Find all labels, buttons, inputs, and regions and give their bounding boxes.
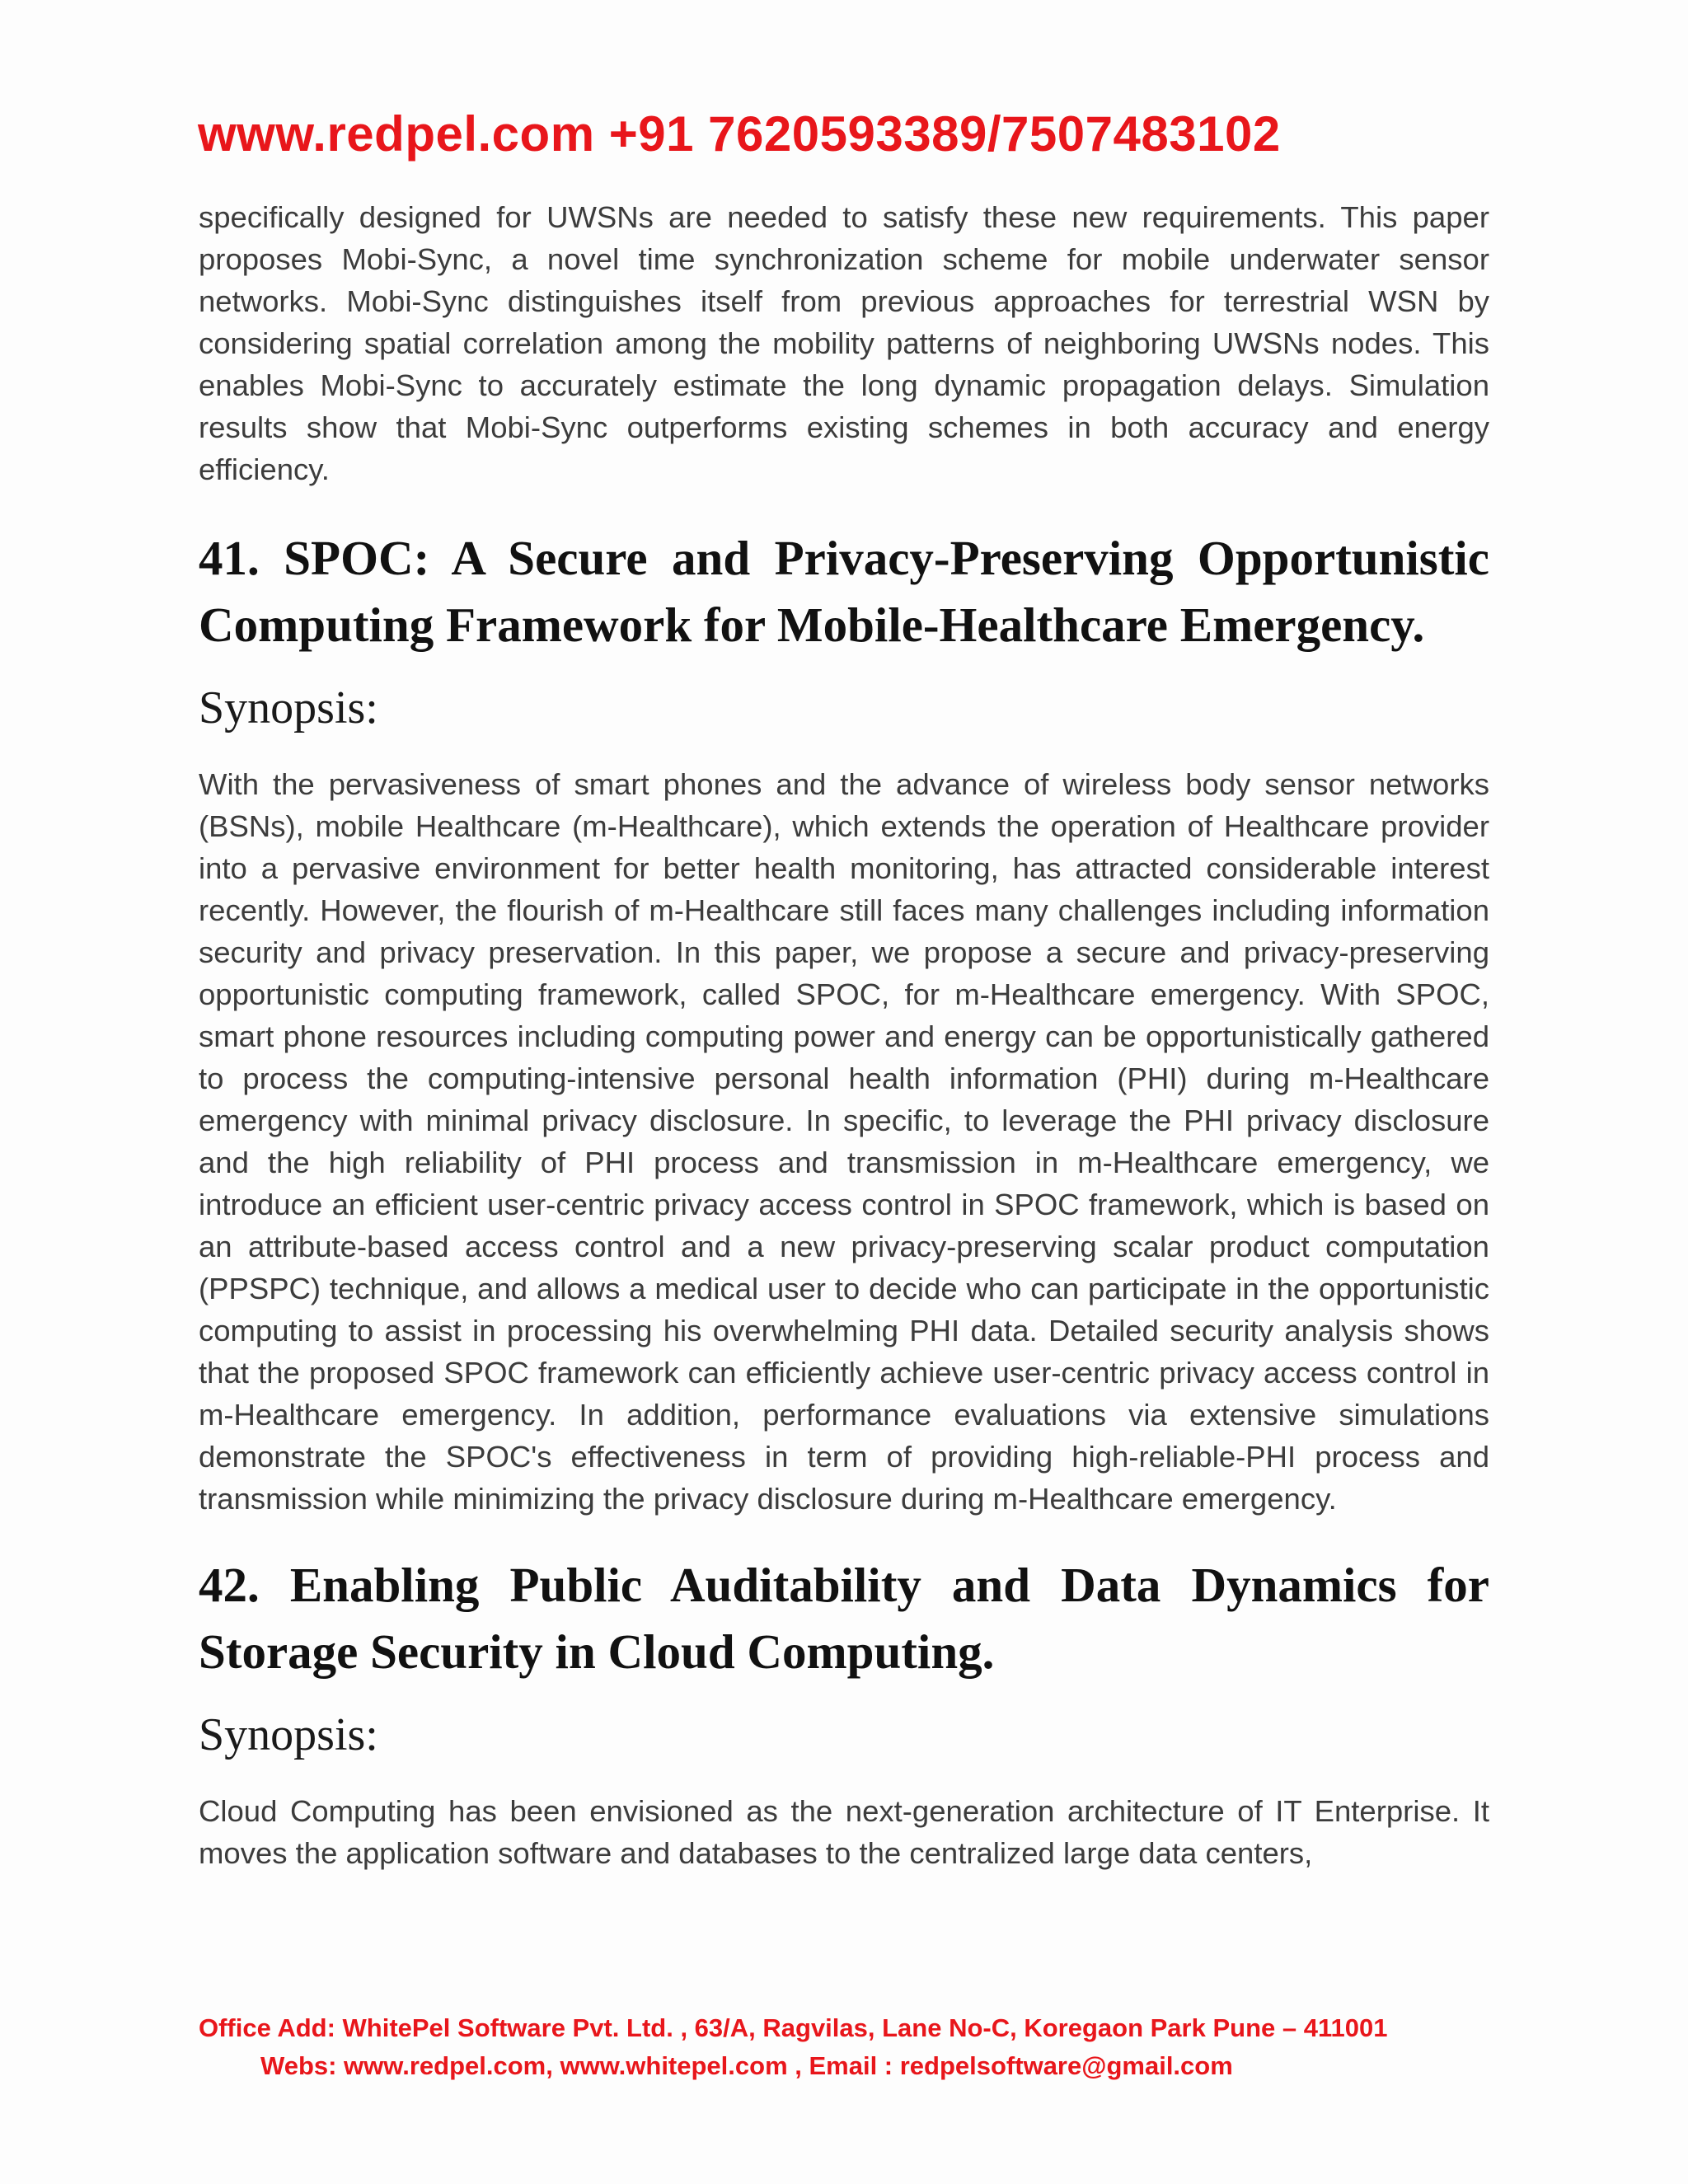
header-banner: www.redpel.com +91 7620593389/7507483102 (198, 106, 1281, 162)
section-41-synopsis-label: Synopsis: (199, 682, 378, 733)
section-41-body: With the pervasiveness of smart phones and the advance of wireless body sensor networks (BSNs), mobile Healthcare (m-Healthcare), which extends the operation of Healthcare provider into a pervasive environment for better health monitoring, has attracted considerable interest recently. However, the flourish of m-Healthcare still faces many challenges including information security and privacy preservation. In this paper, we propose a secure and privacy-preserving opportunistic computing framework, called SPOC, for m-Healthcare emergency. With SPOC, smart phone resources including computing power and energy can be opportunistically gathered to process the computing-intensive personal health information (PHI) during m-Healthcare emergency with minimal privacy disclosure. In specific, to leverage the PHI privacy disclosure and the high reliability of PHI process and transmission in m-Healthcare emergency, we introduce an efficient user-centric privacy access control in SPOC framework, which is based on an attribute-based access control and a new privacy-preserving scalar product computation (PPSPC) technique, and allows a medical user to decide who can participate in the opportunistic computing to assist in processing his overwhelming PHI data. Detailed security analysis shows that the proposed SPOC framework can efficiently achieve user-centric privacy access control in m-Healthcare emergency. In addition, performance evaluations via extensive simulations demonstrate the SPOC's effectiveness in term of providing high-reliable-PHI process and transmission while minimizing the privacy disclosure during m-Healthcare emergency. (199, 767, 1489, 1516)
footer-contacts: Webs: www.redpel.com, www.whitepel.com , Email : redpelsoftware@gmail.com (260, 2051, 1233, 2080)
intro-paragraph: specifically designed for UWSNs are needed to satisfy these new requirements. This paper proposes Mobi-Sync, a novel time synchronization scheme for mobile underwater sensor networks. Mobi-Sync distinguishes itself from previous approaches for terrestrial WSN by considering spatial correlation among the mobility patterns of neighboring UWSNs nodes. This enables Mobi-Sync to accurately estimate the long dynamic propagation delays. Simulation results show that Mobi-Sync outperforms existing schemes in both accuracy and energy efficiency. (199, 200, 1489, 486)
document-content (199, 196, 1489, 1874)
section-41-title: 41. SPOC: A Secure and Privacy-Preserving Opportunistic Computing Framework for Mobile-Healthcare Emergency. (199, 531, 1489, 652)
footer-address: Office Add: WhitePel Software Pvt. Ltd. , 63/A, Ragvilas, Lane No-C, Koregaon Park Pune – 411001 (199, 2013, 1388, 2042)
section-42-body: Cloud Computing has been envisioned as the next-generation architecture of IT Enterprise. It moves the application software and databases to the centralized large data centers, (199, 1794, 1489, 1870)
section-42-title: 42. Enabling Public Auditability and Data Dynamics for Storage Security in Cloud Computing. (199, 1558, 1489, 1679)
section-42-synopsis-label: Synopsis: (199, 1709, 378, 1760)
